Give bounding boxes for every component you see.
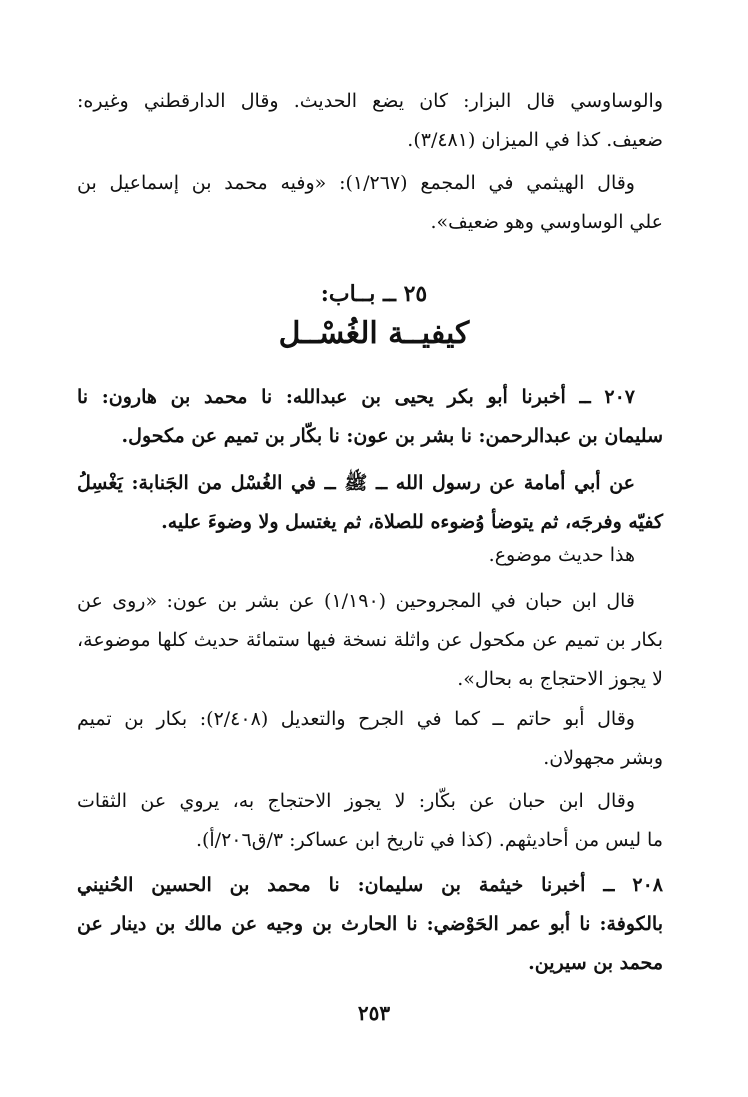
paragraph-ibn-hibban (77, 582, 663, 699)
text-line: وقال أبو حاتم ــ كما في الجرح والتعديل (٢/٤٠٨): بكار بن تميم (77, 708, 635, 730)
text-line: ٢٠٨ ــ أخبرنا خيثمة بن سليمان: نا محمد بن الحسين الحُنيني (77, 874, 663, 896)
paragraph-haythami-note (77, 164, 663, 242)
hadith-207-matn (77, 464, 663, 542)
text-line: محمد بن سيرين. (528, 952, 663, 974)
text-line: علي الوساوسي وهو ضعيف». (430, 211, 663, 233)
hadith-207-verdict (77, 536, 663, 575)
text-line: والوساوسي قال البزار: كان يضع الحديث. وقال الدارقطني وغيره: (77, 90, 663, 112)
hadith-208-isnad (77, 866, 663, 983)
paragraph-ibn-hibban-bakkar (77, 782, 663, 860)
hadith-207-isnad (77, 378, 663, 456)
text-line: عن أبي أمامة عن رسول الله ــ ﷺ ــ في الغُسْل من الجَنابة: يَغْسِلُ (77, 472, 635, 494)
text-line: هذا حديث موضوع. (488, 544, 635, 566)
text-line: وبشر مجهولان. (543, 747, 663, 769)
text-line: ما ليس من أحاديثهم. (كذا في تاريخ ابن عساكر: ٣/ق٢٠٦/أ). (195, 829, 663, 851)
text-line: وقال ابن حبان عن بكّار: لا يجوز الاحتجاج به، يروي عن الثقات (77, 790, 635, 812)
text-line: سليمان بن عبدالرحمن: نا بشر بن عون: نا بكّار بن تميم عن مكحول. (121, 425, 663, 447)
text-line: كفيّه وفرجَه، ثم يتوضأ وُضوءه للصلاة، ثم يغتسل ولا وضوءَ عليه. (161, 511, 663, 533)
text-line: وقال الهيثمي في المجمع (١/٢٦٧): «وفيه محمد بن إسماعيل بن (77, 172, 635, 194)
text-line: قال ابن حبان في المجروحين (١/١٩٠) عن بشر بن عون: «روى عن (77, 590, 636, 612)
chapter-number: ٢٥ ــ بــاب: (320, 281, 428, 307)
page-number: ٢٥٣ (357, 1001, 391, 1025)
text-line: بكار بن تميم عن مكحول عن واثلة نسخة فيها ستمائة حديث كلها موضوعة، (77, 629, 663, 651)
paragraph-abu-hatim (77, 700, 663, 778)
text-line: ضعيف. كذا في الميزان (٣/٤٨١). (407, 129, 663, 151)
text-line: بالكوفة: نا أبو عمر الحَوْضي: نا الحارث بن وجيه عن مالك بن دينار عن (77, 913, 663, 935)
text-line: ٢٠٧ ــ أخبرنا أبو بكر يحيى بن عبدالله: نا محمد بن هارون: نا (77, 386, 635, 408)
text-line: لا يجوز الاحتجاج به بحال». (457, 668, 663, 690)
chapter-title: كيفيــة الغُسْــل (278, 316, 470, 351)
paragraph-bazzar-note (77, 82, 663, 160)
